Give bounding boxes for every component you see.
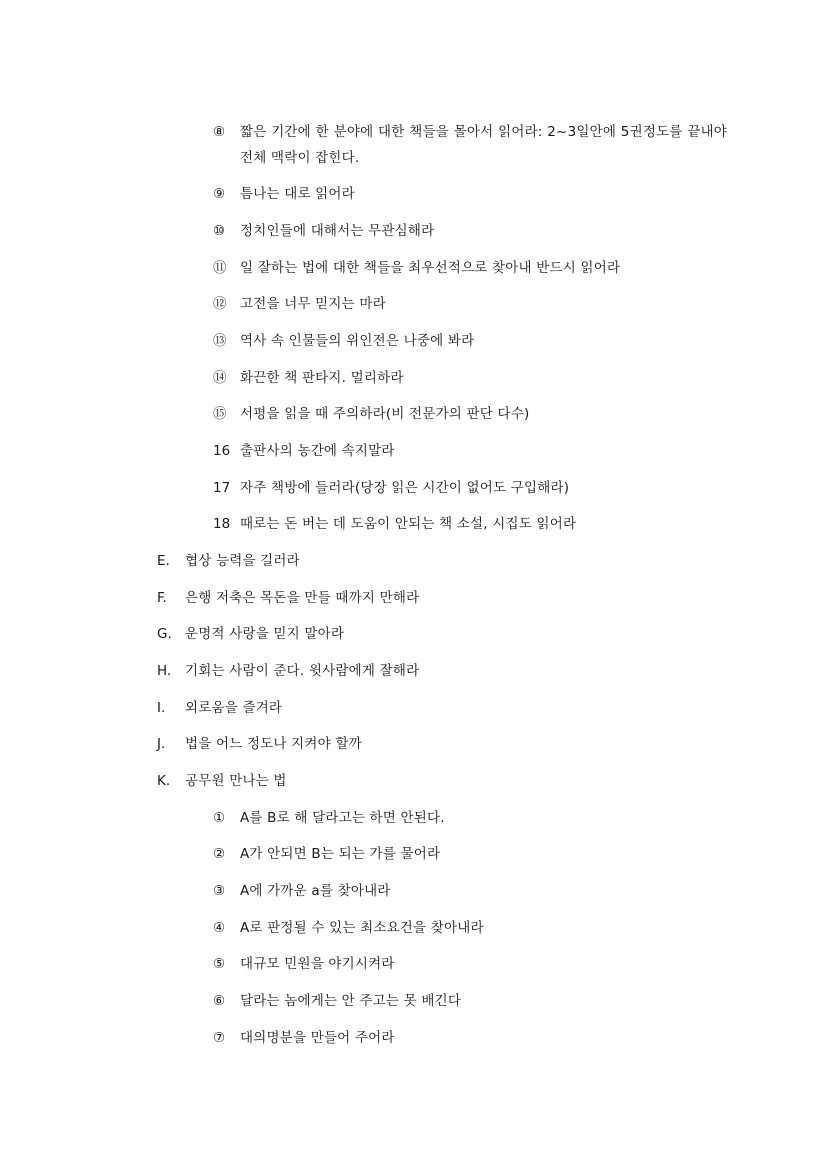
list-text: A로 판정될 수 있는 최소요건을 찾아내라 <box>240 920 484 936</box>
list-marker: ⑦ <box>213 1030 226 1046</box>
list-marker: 18 <box>213 516 231 532</box>
list-marker: ⑪ <box>213 260 227 276</box>
list-marker: ⑭ <box>213 370 227 386</box>
list-marker: H. <box>157 663 172 679</box>
list-marker: ⑥ <box>213 993 226 1009</box>
list-marker: F. <box>157 590 167 606</box>
list-text: A에 가까운 a를 찾아내라 <box>240 883 391 899</box>
list-text: A가 안되면 B는 되는 가를 물어라 <box>240 846 441 862</box>
list-text: 은행 저축은 목돈을 만들 때까지 만해라 <box>185 590 420 606</box>
list-text: 화끈한 책 판타지. 멀리하라 <box>240 370 404 386</box>
list-marker: ④ <box>213 920 226 936</box>
list-text: 틈나는 대로 읽어라 <box>240 186 355 202</box>
list-marker: ⑬ <box>213 333 227 349</box>
list-marker: ⑮ <box>213 406 227 422</box>
list-text: 역사 속 인물들의 위인전은 나중에 봐라 <box>240 333 475 349</box>
list-text: 자주 책방에 들러라(당장 읽은 시간이 없어도 구입해라) <box>240 480 570 496</box>
list-marker: ① <box>213 810 226 826</box>
list-text: 공무원 만나는 법 <box>185 773 287 789</box>
list-text: 운명적 사랑을 믿지 말아라 <box>185 626 345 642</box>
list-marker: 16 <box>213 443 231 459</box>
list-text: 외로움을 즐겨라 <box>185 700 283 716</box>
list-text: 출판사의 농간에 속지말라 <box>240 443 395 459</box>
list-marker: G. <box>157 626 172 642</box>
list-text: 법을 어느 정도나 지켜야 할까 <box>185 736 362 752</box>
list-text: 정치인들에 대해서는 무관심해라 <box>240 223 435 239</box>
list-marker: K. <box>157 773 171 789</box>
list-text: 고전을 너무 믿지는 마라 <box>240 296 386 312</box>
list-text: 기회는 사람이 준다. 윗사람에게 잘해라 <box>185 663 420 679</box>
list-marker: I. <box>157 700 166 716</box>
list-marker: E. <box>157 553 170 569</box>
list-text: 대규모 민원을 야기시켜라 <box>240 956 395 972</box>
list-text: 달라는 놈에게는 안 주고는 못 배긴다 <box>240 993 462 1009</box>
list-marker: ③ <box>213 883 226 899</box>
list-text: 때로는 돈 버는 데 도움이 안되는 책 소설, 시집도 읽어라 <box>240 516 577 532</box>
list-text: 짧은 기간에 한 분야에 대한 책들을 몰아서 읽어라: 2~3일안에 5권정도를 끝내야 전체 맥락이 잡힌다. <box>240 124 727 166</box>
list-marker: ⑤ <box>213 956 226 972</box>
list-text: 일 잘하는 법에 대한 책들을 최우선적으로 찾아내 반드시 읽어라 <box>240 260 621 276</box>
list-marker: ② <box>213 846 226 862</box>
list-text: A를 B로 해 달라고는 하면 안된다. <box>240 810 445 826</box>
list-marker: ⑨ <box>213 186 226 202</box>
list-marker: J. <box>157 736 166 752</box>
list-marker: ⑫ <box>213 296 227 312</box>
list-text: 서평을 읽을 때 주의하라(비 전문가의 판단 다수) <box>240 406 530 422</box>
list-marker: ⑧ <box>213 124 226 140</box>
list-marker: 17 <box>213 480 231 496</box>
list-text: 대의명분을 만들어 주어라 <box>240 1030 395 1046</box>
list-text: 협상 능력을 길러라 <box>185 553 300 569</box>
list-marker: ⑩ <box>213 223 226 239</box>
